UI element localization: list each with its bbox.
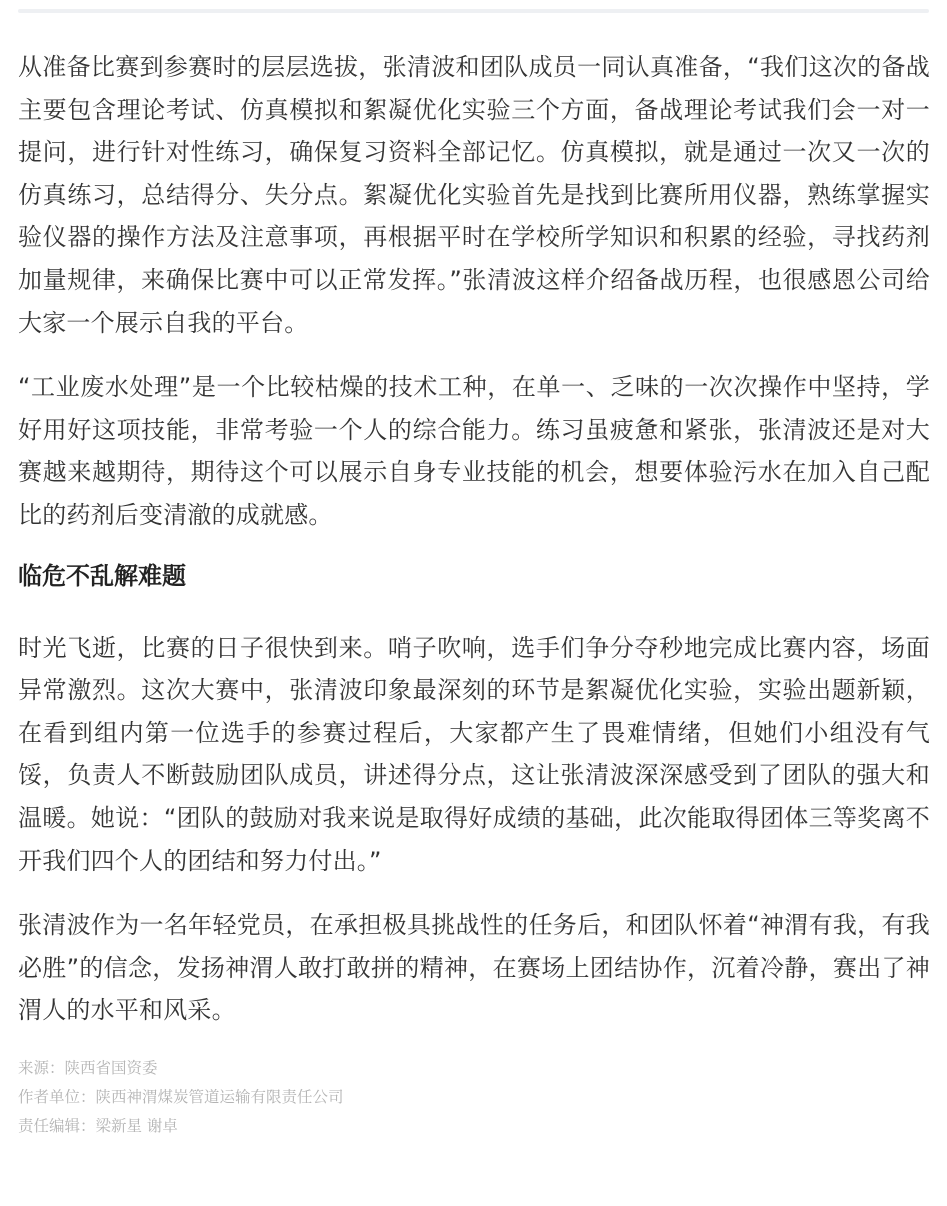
paragraph-wastewater-skill: “工业废水处理”是一个比较枯燥的技术工种，在单一、乏味的一次次操作中坚持，学好用好这项技能，非常考验一个人的综合能力。练习虽疲惫和紧张，张清波还是对大赛越来越期待，期待这个可以展示自身专业技能的机会，想要体验污水在加入自己配比的药剂后变清澈的成就感。	[18, 373, 930, 529]
section-heading: 临危不乱解难题	[18, 561, 186, 590]
paragraph-party-member: 张清波作为一名年轻党员，在承担极具挑战性的任务后，和团队怀着“神渭有我，有我必胜”的信念，发扬神渭人敢打敢拼的精神，在赛场上团结协作，沉着冷静，赛出了神渭人的水平和风采。	[18, 911, 930, 1025]
article-body	[18, 46, 930, 1141]
meta-source: 来源：陕西省国资委	[18, 1058, 158, 1077]
paragraph-competition: 时光飞逝，比赛的日子很快到来。哨子吹响，选手们争分夺秒地完成比赛内容，场面异常激烈。这次大赛中，张清波印象最深刻的环节是絮凝优化实验，实验出题新颖，在看到组内第一位选手的参赛过程后，大家都产生了畏难情绪，但她们小组没有气馁，负责人不断鼓励团队成员，讲述得分点，这让张清波深深感受到了团队的强大和温暖。她说：“团队的鼓励对我来说是取得好成绩的基础，此次能取得团体三等奖离不开我们四个人的团结和努力付出。”	[18, 633, 930, 875]
paragraph-preparation: 从准备比赛到参赛时的层层选拔，张清波和团队成员一同认真准备，“我们这次的备战主要包含理论考试、仿真模拟和絮凝优化实验三个方面，备战理论考试我们会一对一提问，进行针对性练习，确保复习资料全部记忆。仿真模拟，就是通过一次又一次的仿真练习，总结得分、失分点。絮凝优化实验首先是找到比赛所用仪器，熟练掌握实验仪器的操作方法及注意事项，再根据平时在学校所学知识和积累的经验，寻找药剂加量规律，来确保比赛中可以正常发挥。”张清波这样介绍备战历程，也很感恩公司给大家一个展示自我的平台。	[18, 53, 930, 337]
meta-editor: 责任编辑：梁新星 谢卓	[18, 1116, 178, 1135]
article-meta	[18, 1054, 930, 1141]
top-divider	[18, 9, 929, 13]
meta-author-unit: 作者单位：陕西神渭煤炭管道运输有限责任公司	[18, 1087, 344, 1106]
